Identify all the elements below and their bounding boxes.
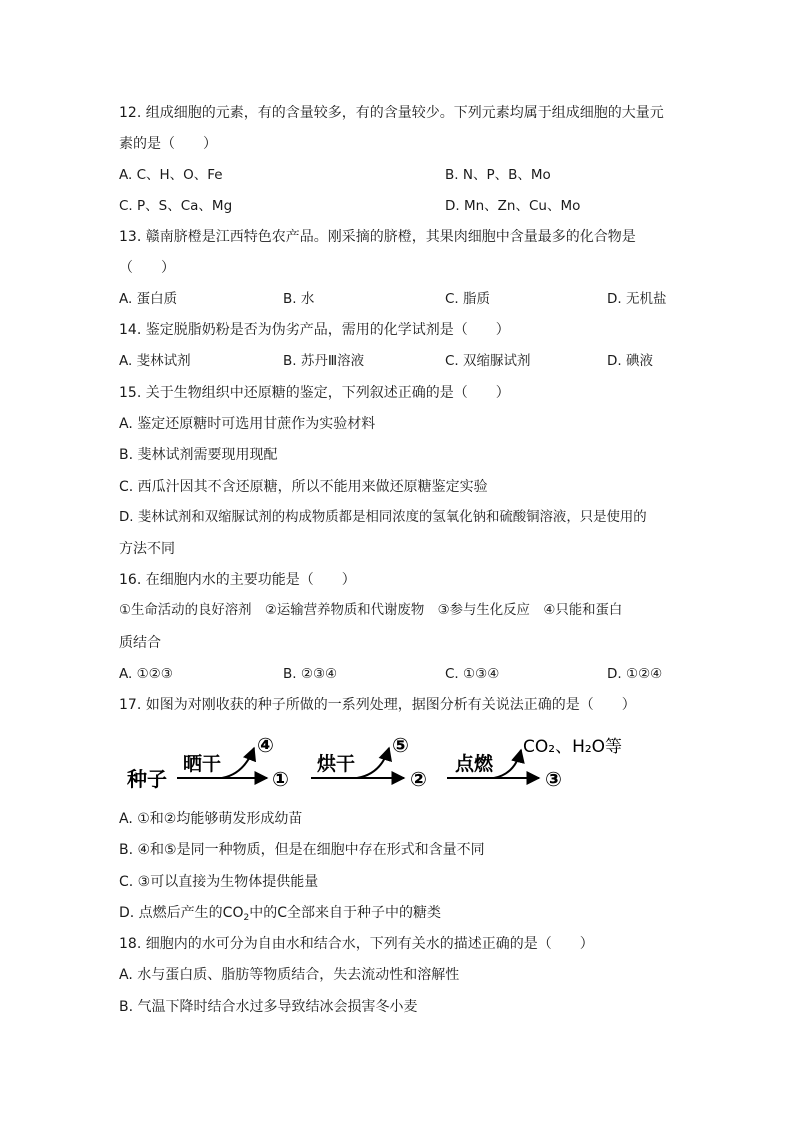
diagram-products: CO₂、H₂O等 [523, 737, 623, 757]
q17-option-d-suffix: 中的C全部来自于种子中的糖类 [249, 905, 441, 921]
q15-option-d-line1: D. 斐林试剂和双缩脲试剂的构成物质都是相同浓度的氢氧化钠和硫酸铜溶液，只是使用的 [119, 510, 647, 525]
q14-option-c: C. 双缩脲试剂 [445, 353, 531, 369]
q14-stem: 14. 鉴定脱脂奶粉是否为伪劣产品，需用的化学试剂是（ ） [119, 322, 510, 338]
q18-stem: 18. 细胞内的水可分为自由水和结合水，下列有关水的描述正确的是（ ） [119, 936, 594, 952]
q15-option-c: C. 西瓜汁因其不含还原糖，所以不能用来做还原糖鉴定实验 [119, 479, 488, 495]
q16-option-a: A. ①②③ [119, 666, 173, 682]
diagram-branch-arrow-1 [222, 748, 254, 778]
q13-stem-line2: （ ） [119, 260, 175, 276]
q14-option-a: A. 斐林试剂 [119, 353, 191, 369]
q17-option-b: B. ④和⑤是同一种物质，但是在细胞中存在形式和含量不同 [119, 842, 485, 858]
diagram-node-2: ② [410, 767, 427, 791]
q13-option-d: D. 无机盐 [607, 291, 667, 307]
q17-option-a: A. ①和②均能够萌发形成幼苗 [119, 811, 303, 827]
q16-items-line1: ①生命活动的良好溶剂 ②运输营养物质和代谢废物 ③参与生化反应 ④只能和蛋白 [119, 603, 623, 618]
q18-option-a: A. 水与蛋白质、脂肪等物质结合，失去流动性和溶解性 [119, 967, 460, 983]
q13-option-a: A. 蛋白质 [119, 291, 178, 307]
q16-option-d: D. ①②④ [607, 666, 663, 682]
q12-option-b: B. N、P、B、Mo [445, 167, 551, 183]
q12-option-a: A. C、H、O、Fe [119, 167, 223, 183]
diagram-step3-label: 点燃 [455, 753, 494, 775]
diagram-node-4: ④ [257, 733, 274, 757]
diagram-step1-label: 晒干 [183, 753, 222, 775]
q16-stem: 16. 在细胞内水的主要功能是（ ） [119, 572, 356, 588]
q13-option-b: B. 水 [283, 291, 315, 307]
q17-option-c: C. ③可以直接为生物体提供能量 [119, 874, 319, 890]
q16-items-line2: 质结合 [119, 635, 161, 651]
q12-option-c: C. P、S、Ca、Mg [119, 198, 233, 214]
q18-option-b: B. 气温下降时结合水过多导致结冰会损害冬小麦 [119, 999, 418, 1015]
q16-option-c: C. ①③④ [445, 666, 500, 682]
diagram-branch-arrow-3 [494, 750, 521, 778]
q13-stem-line1: 13. 赣南脐橙是江西特色农产品。刚采摘的脐橙，其果肉细胞中含量最多的化合物是 [119, 229, 636, 245]
q17-option-d [119, 904, 441, 927]
q12-stem-line2: 素的是（ ） [119, 136, 217, 152]
diagram-seed-label: 种子 [127, 767, 167, 791]
diagram-branch-arrow-2 [357, 748, 389, 778]
q15-option-b: B. 斐林试剂需要现用现配 [119, 447, 278, 463]
diagram-node-1: ① [272, 767, 289, 791]
seed-processing-diagram [119, 728, 639, 798]
q17-stem: 17. 如图为对刚收获的种子所做的一系列处理，据图分析有关说法正确的是（ ） [119, 697, 636, 713]
q15-option-a: A. 鉴定还原糖时可选用甘蔗作为实验材料 [119, 416, 376, 432]
q16-option-b: B. ②③④ [283, 666, 338, 682]
q13-option-c: C. 脂质 [445, 291, 491, 307]
q17-option-d-prefix: D. 点燃后产生的CO [119, 905, 244, 921]
diagram-node-3: ③ [545, 767, 562, 791]
diagram-step2-label: 烘干 [317, 753, 356, 775]
q12-stem-line1: 12. 组成细胞的元素，有的含量较多，有的含量较少。下列元素均属于组成细胞的大量元 [119, 105, 664, 121]
q17-option-d-subscript: 2 [243, 913, 250, 923]
q15-stem: 15. 关于生物组织中还原糖的鉴定，下列叙述正确的是（ ） [119, 385, 510, 401]
q12-option-d: D. Mn、Zn、Cu、Mo [445, 198, 581, 214]
q14-option-d: D. 碘液 [607, 353, 653, 369]
q15-option-d-line2: 方法不同 [119, 541, 175, 557]
diagram-node-5: ⑤ [392, 733, 409, 757]
q14-option-b: B. 苏丹Ⅲ溶液 [283, 353, 365, 369]
